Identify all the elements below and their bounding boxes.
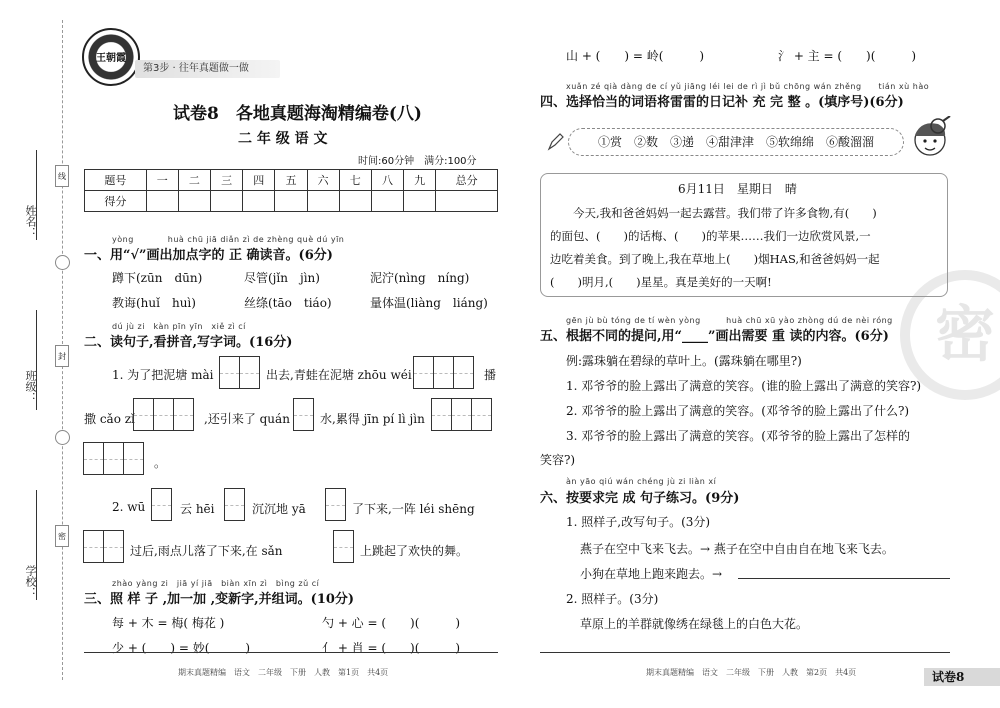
char-grid[interactable] (225, 488, 245, 521)
s2-text: 出去,青蛙在泥塘 zhōu wéi (266, 368, 412, 382)
step-banner: 第3步 · 往年真题做一做 (135, 60, 280, 78)
table-cell: 一 (146, 170, 178, 191)
diary-heading: 6月11日 星期日 晴 (678, 182, 797, 196)
s2-text: 云 hēi (180, 502, 215, 516)
table-cell: 七 (339, 170, 371, 191)
score-cell[interactable] (211, 191, 243, 212)
s2-text: 了下来,一阵 léi shēng (352, 502, 475, 516)
table-cell: 二 (178, 170, 210, 191)
binding-knot (55, 430, 70, 445)
char-grid[interactable] (334, 530, 354, 563)
s1-item[interactable]: 泥泞(nìng níng) (370, 271, 470, 285)
s2-text: 2. wū (112, 500, 146, 514)
table-cell: 总分 (436, 170, 498, 191)
table-cell: 得分 (85, 191, 147, 212)
class-blank[interactable] (36, 310, 37, 410)
section5-title: 五、根据不同的提问,用“____”画出需要 重 读的内容。(6分) (540, 329, 889, 344)
school-label: 学校： (24, 565, 37, 598)
score-table (84, 169, 498, 212)
score-cell[interactable] (307, 191, 339, 212)
char-grid[interactable] (326, 488, 346, 521)
s2-text: ,还引来了 quán (204, 412, 290, 426)
s5-example: 例:露珠躺在碧绿的草叶上。(露珠躺在哪里?) (566, 354, 802, 368)
footer-rule (540, 652, 950, 653)
char-grid[interactable] (84, 530, 124, 563)
s2-text: 上跳起了欢快的舞。 (360, 544, 469, 558)
char-grid[interactable] (134, 398, 194, 431)
table-cell: 五 (275, 170, 307, 191)
char-grid[interactable] (84, 442, 144, 475)
char-grid[interactable] (294, 398, 314, 431)
s2-text: 沉沉地 yā (252, 502, 306, 516)
answer-line[interactable] (738, 578, 950, 579)
table-cell: 九 (404, 170, 436, 191)
s5-question[interactable]: 3. 邓爷爷的脸上露出了满意的笑容。(邓爷爷的脸上露出了怎样的 (566, 429, 910, 443)
s6-example: 燕子在空中飞来飞去。→ 燕子在空中自由自在地飞来飞去。 (580, 542, 894, 556)
brand-logo: 王朝霞 (82, 28, 140, 86)
page-footer: 期末真题精编 语文 二年级 下册 人教 第1页 共4页 (178, 668, 389, 677)
s2-text: 1. 为了把泥塘 mài (112, 368, 214, 382)
s1-item[interactable]: 丝绦(tāo tiáo) (244, 296, 332, 310)
section3-title: 三、照 样 子 ,加一加 ,变新字,并组词。(10分) (84, 592, 355, 607)
s3-item[interactable]: 勺 + 心 = ( )( ) (322, 616, 461, 630)
page-footer: 期末真题精编 语文 二年级 下册 人教 第2页 共4页 (646, 668, 857, 677)
s5-question[interactable]: 1. 邓爷爷的脸上露出了满意的笑容。(谁的脸上露出了满意的笑容?) (566, 379, 922, 393)
section4-pinyin: xuǎn zé qià dàng de cí yǔ jiāng léi lei de rì jì bǔ chōng wán zhěng tián xù hào (566, 82, 930, 91)
binding-knot (55, 255, 70, 270)
binding-tag-feng: 封 (55, 345, 69, 367)
s2-text: 播 (484, 368, 497, 382)
char-grid[interactable] (414, 356, 474, 389)
word-options: ①赏 ②数 ③递 ④甜津津 ⑤软绵绵 ⑥酸溜溜 (568, 128, 904, 156)
s3-item[interactable]: 亻 + 肖 = ( )( ) (322, 641, 461, 655)
s2-text: 水,累得 jīn pí lì jìn (320, 412, 425, 426)
score-cell[interactable] (146, 191, 178, 212)
table-cell: 六 (307, 170, 339, 191)
section1-title: 一、用“√”画出加点字的 正 确读音。(6分) (84, 248, 333, 263)
s1-item[interactable]: 尽管(jǐn jìn) (244, 271, 320, 285)
name-label: 姓名： (24, 205, 37, 238)
binding-tag-mi: 密 (55, 525, 69, 547)
char-grid[interactable] (220, 356, 260, 389)
paper-badge: 试卷8 (924, 668, 1000, 686)
score-table-header-row (85, 170, 498, 191)
score-cell[interactable] (275, 191, 307, 212)
student-cartoon-icon (908, 116, 952, 164)
s3-item[interactable]: 山 + ( ) = 岭( ) (566, 49, 705, 63)
s6-question: 2. 照样子。(3分) (566, 592, 659, 606)
s3-item[interactable]: 每 + 木 = 梅( 梅花 ) (112, 616, 225, 630)
table-cell: 三 (211, 170, 243, 191)
name-blank[interactable] (36, 150, 37, 240)
s3-item[interactable]: 少 + ( ) = 妙( ) (112, 641, 251, 655)
diary-line[interactable]: 今天,我和爸爸妈妈一起去露营。我们带了许多食物,有( ) (550, 206, 877, 220)
char-grid[interactable] (152, 488, 172, 521)
score-cell[interactable] (339, 191, 371, 212)
class-label: 班级： (24, 370, 37, 403)
diary-line[interactable]: ( )明月,( )星星。真是美好的一天啊! (550, 275, 772, 289)
section3-pinyin: zhào yàng zi jiā yí jiā biàn xīn zì bìng zǔ cí (112, 579, 320, 588)
binding-strip (0, 0, 70, 708)
section2-title: 二、读句子,看拼音,写字词。(16分) (84, 335, 293, 350)
table-cell: 八 (371, 170, 403, 191)
s6-question: 1. 照样子,改写句子。(3分) (566, 515, 711, 529)
page-title: 试卷8 各地真题海淘精编卷(八) (173, 104, 422, 124)
s2-text: 过后,雨点儿落了下来,在 sǎn (130, 544, 283, 558)
diary-line[interactable]: 边吃着美食。到了晚上,我在草地上( )烟HAS,和爸爸妈妈一起 (550, 252, 880, 266)
section6-title: 六、按要求完 成 句子练习。(9分) (540, 491, 740, 506)
score-table-score-row (85, 191, 498, 212)
score-cell[interactable] (243, 191, 275, 212)
s5-question[interactable]: 2. 邓爷爷的脸上露出了满意的笑容。(邓爷爷的脸上露出了什么?) (566, 404, 910, 418)
score-cell[interactable] (404, 191, 436, 212)
section4-title: 四、选择恰当的词语将雷雷的日记补 充 完 整 。(填序号)(6分) (540, 95, 904, 110)
watermark-stamp: 密 (900, 270, 1000, 400)
char-grid[interactable] (432, 398, 492, 431)
s1-item[interactable]: 蹲下(zūn dūn) (112, 271, 203, 285)
s2-text: 撒 cǎo zǐ (84, 412, 135, 426)
section6-pinyin: àn yāo qiú wán chéng jù zi liàn xí (566, 477, 717, 486)
score-cell[interactable] (371, 191, 403, 212)
time-score: 时间:60分钟 满分:100分 (358, 156, 477, 167)
school-blank[interactable] (36, 490, 37, 600)
s6-example: 草原上的羊群就像绣在绿毯上的白色大花。 (580, 617, 809, 631)
s3-item[interactable]: 氵 + 主 = ( )( ) (778, 49, 917, 63)
score-cell[interactable] (436, 191, 498, 212)
diary-line[interactable]: 的面包、( )的话梅、( )的苹果……我们一边欣赏风景,一 (550, 229, 871, 243)
table-cell: 四 (243, 170, 275, 191)
s1-item[interactable]: 教诲(huǐ huì) (112, 296, 196, 310)
s5-question-cont: 笑容?) (540, 453, 576, 467)
score-cell[interactable] (178, 191, 210, 212)
section1-pinyin: yòng huà chū jiā diǎn zì de zhèng què dú yīn (112, 235, 345, 244)
pencil-icon (546, 132, 564, 152)
page-subtitle: 二 年 级 语 文 (238, 131, 328, 147)
s2-text: 。 (154, 456, 167, 470)
binding-tag-xian: 线 (55, 165, 69, 187)
s6-prompt: 小狗在草地上跑来跑去。→ (580, 567, 723, 581)
section5-pinyin: gēn jù bù tóng de tí wèn yòng huà chū xū yào zhòng dú de nèi róng (566, 316, 893, 325)
footer-rule (84, 652, 498, 653)
table-cell: 题号 (85, 170, 147, 191)
s1-item[interactable]: 量体温(liàng liáng) (370, 296, 488, 310)
section2-pinyin: dú jù zi kàn pīn yīn xiě zì cí (112, 322, 246, 331)
